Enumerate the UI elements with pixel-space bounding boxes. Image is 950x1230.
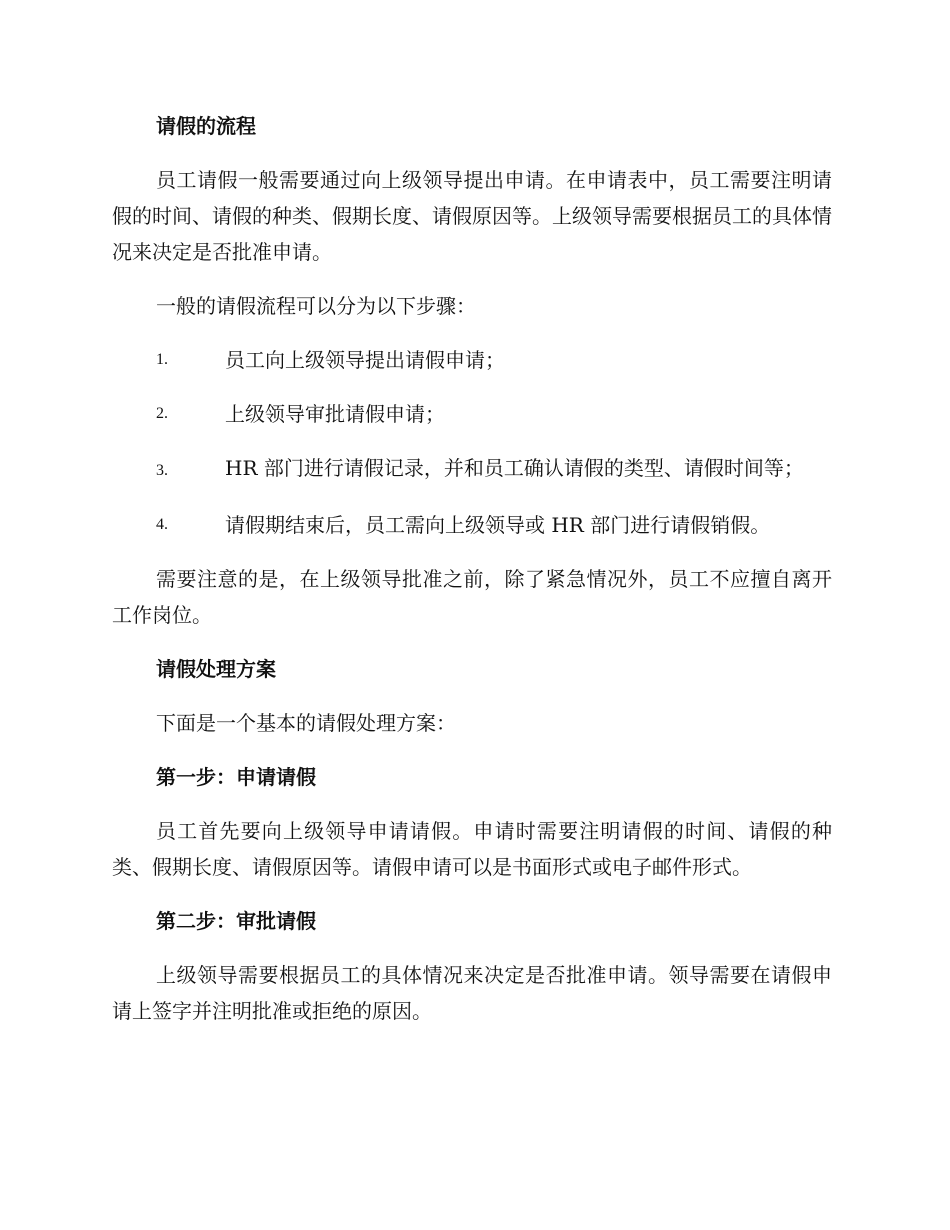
- document-page: [112, 108, 832, 1047]
- list-item-step-4: [112, 507, 832, 543]
- list-item-step-1: [112, 342, 832, 378]
- step-number: 1.: [156, 351, 168, 368]
- subheading-step-one: 第一步：申请请假: [156, 765, 316, 789]
- paragraph-note: 需要注意的是，在上级领导批准之前，除了紧急情况外，员工不应擅自离开工作岗位。: [112, 567, 832, 627]
- paragraph-step-one: 员工首先要向上级领导申请请假。申请时需要注明请假的时间、请假的种类、假期长度、请假原因等。请假申请可以是书面形式或电子邮件形式。: [112, 819, 832, 879]
- list-item-step-2: [112, 396, 832, 432]
- step-number: 4.: [156, 516, 168, 533]
- section-heading-leave-plan: 请假处理方案: [156, 657, 276, 681]
- section-heading-leave-process: 请假的流程: [156, 114, 256, 138]
- step-text: 员工向上级领导提出请假申请；: [225, 348, 505, 372]
- step-number: 2.: [156, 405, 168, 422]
- paragraph-plan-intro: 下面是一个基本的请假处理方案：: [156, 711, 456, 735]
- subheading-step-two: 第二步：审批请假: [156, 909, 316, 933]
- list-item-step-3: [112, 450, 832, 489]
- paragraph-step-two: 上级领导需要根据员工的具体情况来决定是否批准申请。领导需要在请假申请上签字并注明批准或拒绝的原因。: [112, 963, 832, 1023]
- step-number: 3.: [156, 462, 168, 479]
- paragraph-steps-intro: 一般的请假流程可以分为以下步骤：: [156, 294, 476, 318]
- step-text: HR 部门进行请假记录，并和员工确认请假的类型、请假时间等；: [225, 456, 804, 480]
- step-text: 上级领导审批请假申请；: [225, 402, 445, 426]
- paragraph-leave-intro: 员工请假一般需要通过向上级领导提出申请。在申请表中，员工需要注明请假的时间、请假的种类、假期长度、请假原因等。上级领导需要根据员工的具体情况来决定是否批准申请。: [112, 168, 832, 264]
- step-text: 请假期结束后，员工需向上级领导或 HR 部门进行请假销假。: [225, 513, 771, 537]
